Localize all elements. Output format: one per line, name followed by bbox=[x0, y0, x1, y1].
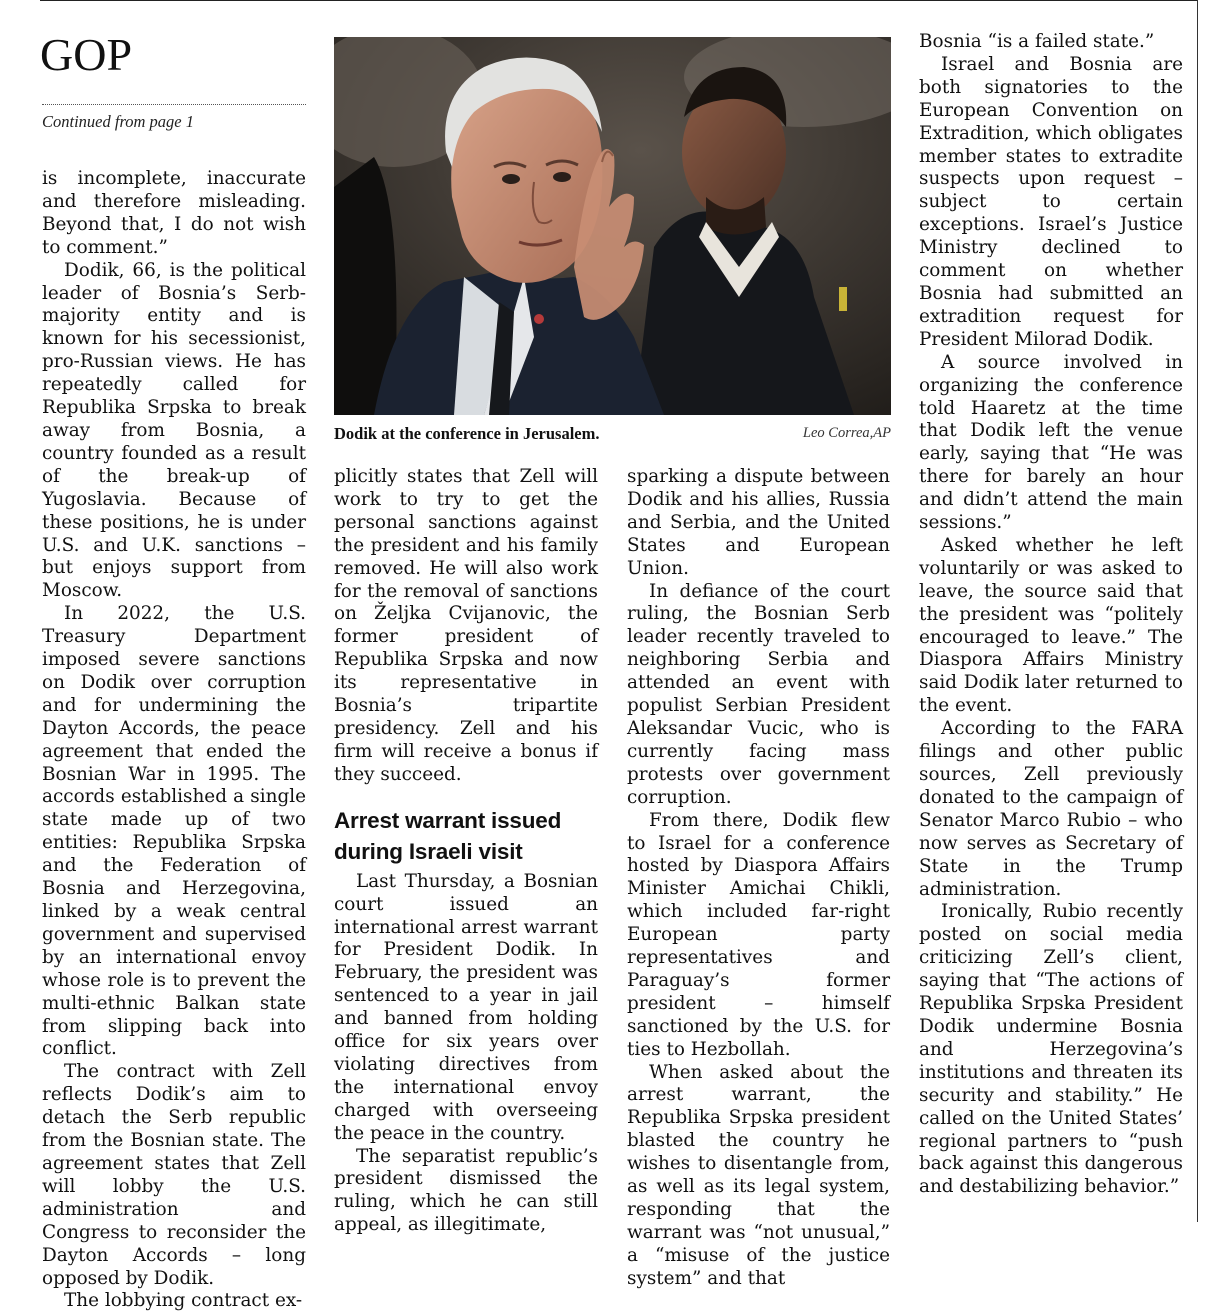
top-rule bbox=[40, 0, 1197, 1]
photo-credit: Leo Correa,AP bbox=[802, 425, 891, 441]
continued-from-label: Continued from page 1 bbox=[42, 112, 195, 131]
paragraph: Bosnia “is a failed state.” bbox=[919, 31, 1155, 52]
dotted-divider bbox=[42, 104, 306, 105]
paragraph: The contract with Zell reflects Dodik’s aim to detach the Serb republic from the Bosnian state. The agreement states that Zell will lobby the U.S. administration and Congress to reconsider the Dayton Accords – long opposed by Dodik. bbox=[42, 1061, 306, 1289]
paragraph: In defiance of the court ruling, the Bosnian Serb leader recently traveled to neighboring Serbia and attended an event with populist Serbian President Aleksandar Vucic, who is currently facing mass protests over government corruption. bbox=[627, 580, 890, 808]
paragraph: Ironically, Rubio recently posted on social media criticizing Zell’s client, saying that “The actions of Republika Srpska President Dodik undermine Bosnia and Herzegovina’s institutions and threaten its security and stability.” He called on the United States’ regional partners to “push back against this dangerous and destabilizing behavior.” bbox=[919, 901, 1183, 1198]
paragraph: A source involved in organizing the conference told Haaretz at the time that Dodik left the venue early, saying that “He was there for barely an hour and didn’t attend the main sessions.” bbox=[919, 351, 1183, 534]
paragraph: From there, Dodik flew to Israel for a conference hosted by Diaspora Affairs Minister Amichai Chikli, which included far-right European party representatives and Paraguay’s former president – himself sanctioned by the U.S. for ties to Hezbollah. bbox=[627, 809, 890, 1060]
paragraph: Israel and Bosnia are both signatories to the European Convention on Extradition, which obligates member states to extradite suspects upon request – subject to certain exceptions. Israel’s Justice Ministry declined to comment on whether Bosnia had submitted an extradition request for President Milorad Dodik. bbox=[919, 53, 1183, 350]
paragraph: The lobbying contract ex- bbox=[64, 1290, 303, 1312]
right-column-rule bbox=[1197, 0, 1198, 1222]
paragraph: According to the FARA filings and other public sources, Zell previously donated to the campaign of Senator Marco Rubio – who now serves as Secretary of State in the Trump administration. bbox=[919, 718, 1183, 900]
photo-caption: Dodik at the conference in Jerusalem. bbox=[334, 424, 600, 443]
section-title: GOP bbox=[40, 29, 133, 80]
paragraph: Last Thursday, a Bosnian court issued an international arrest warrant for President Dodik. In February, the president was sentenced to a year in jail and banned from holding office for six years over violating directives from the international envoy charged with overseeing the peace in the country. bbox=[334, 870, 598, 1144]
paragraph: When asked about the arrest warrant, the Republika Srpska president blasted the country he wishes to disentangle from, as well as its legal system, responding that the warrant was “not unusual,” a “misuse of the justice system” and that bbox=[627, 1061, 890, 1289]
article-column-1 bbox=[42, 168, 306, 1313]
article-column-4 bbox=[919, 31, 1183, 1199]
news-photo-illustration bbox=[334, 37, 891, 415]
photo-caption-bar bbox=[334, 424, 891, 444]
paragraph: sparking a dispute between Dodik and his allies, Russia and Serbia, and the United States and European Union. bbox=[627, 466, 890, 579]
article-column-3 bbox=[627, 466, 890, 1291]
news-photo bbox=[334, 37, 891, 415]
paragraph: is incomplete, inaccurate and therefore misleading. Beyond that, I do not wish to comment.” bbox=[42, 168, 306, 258]
paragraph: plicitly states that Zell will work to try to get the personal sanctions against the president and his family removed. He will also work for the removal of sanctions on Željka Cvijanovic, the former president of Republika Srpska and now its representative in Bosnia’s tripartite presidency. Zell and his firm will receive a bonus if they succeed. bbox=[334, 466, 598, 785]
paragraph: The separatist republic’s president dismissed the ruling, which he can still appeal, as illegitimate, bbox=[334, 1145, 598, 1236]
paragraph: Dodik, 66, is the political leader of Bosnia’s Serb-majority entity and is known for his secessionist, pro-Russian views. He has repeatedly called for Republika Srpska to break away from Bosnia, a country founded as a result of the break-up of Yugoslavia. Because of these positions, he is under U.S. and U.K. sanctions – but enjoys support from Moscow. bbox=[42, 259, 306, 602]
paragraph: Asked whether he left voluntarily or was asked to leave, the source said that the president was “politely encouraged to leave.” The Diaspora Affairs Ministry said Dodik later returned to the event. bbox=[919, 534, 1183, 717]
article-column-2 bbox=[334, 466, 598, 1237]
subheading: Arrest warrant issued during Israeli visit bbox=[334, 807, 562, 864]
paragraph: In 2022, the U.S. Treasury Department imposed severe sanctions on Dodik over corruption and for undermining the Dayton Accords, the peace agreement that ended the Bosnian War in 1995. The accords established a single state made up of two entities: Republika Srpska and the Federation of Bosnia and Herzegovina, linked by a weak central government and supervised by an international envoy whose role is to prevent the multi-ethnic Balkan state from slipping back into conflict. bbox=[42, 603, 306, 1060]
